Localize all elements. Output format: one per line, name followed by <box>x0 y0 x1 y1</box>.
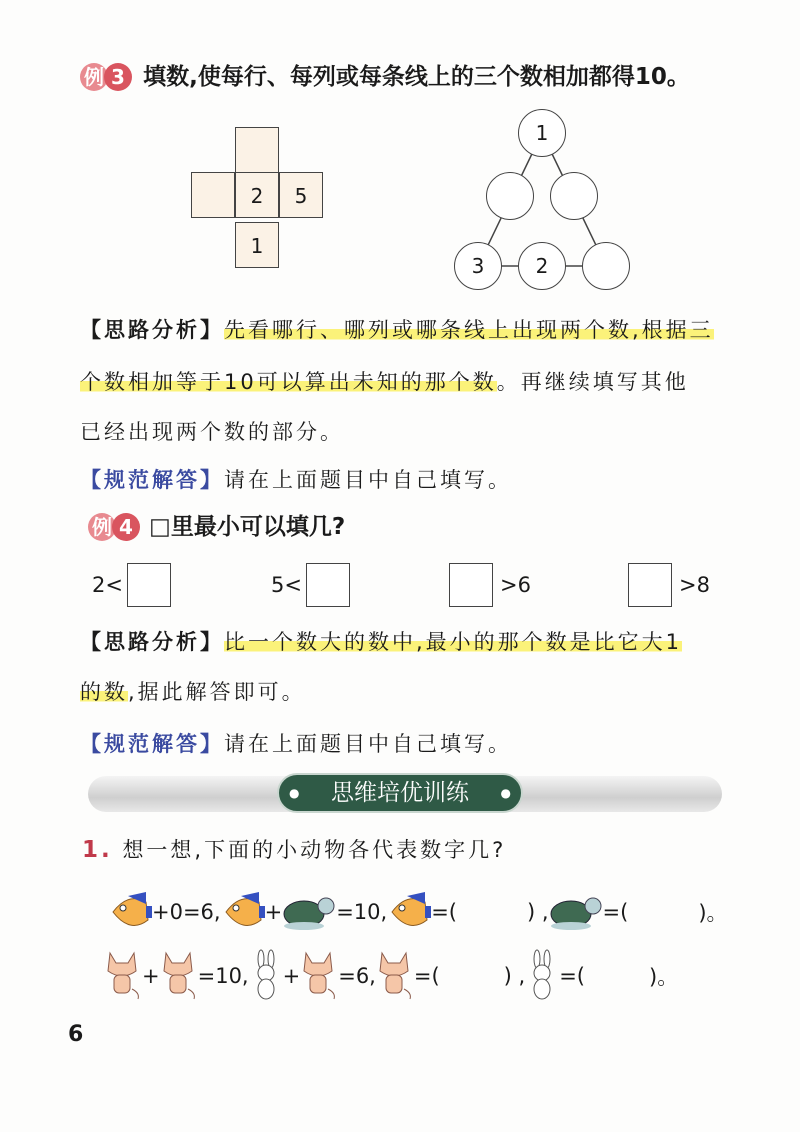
circle-mid-left[interactable] <box>486 172 534 220</box>
answer-line: 【规范解答】请在上面题目中自己填写。 <box>80 732 512 756</box>
cat-icon <box>300 949 338 1003</box>
section-banner: ● 思维培优训练 ● <box>277 773 523 813</box>
example-badge: 例 <box>88 513 116 541</box>
example-number: 3 <box>104 63 132 91</box>
example-badge: 例 <box>80 63 108 91</box>
grid-cell: 5 <box>279 172 323 218</box>
triangle-lines <box>0 0 800 320</box>
circle-top: 1 <box>518 109 566 157</box>
analysis-line: 【思路分析】比一个数大的数中,最小的那个数是比它大1 <box>80 630 683 654</box>
example4-title: □里最小可以填几? <box>149 514 346 540</box>
page-number: 6 <box>68 1022 84 1047</box>
inequality-right: >8 <box>679 573 710 597</box>
analysis-line: 已经出现两个数的部分。 <box>80 420 344 444</box>
equation-row-1: +0=6, + =10, =( ) , =( )。 <box>108 890 728 934</box>
analysis-line: 的数,据此解答即可。 <box>80 680 306 704</box>
turtle-icon <box>282 890 336 934</box>
cat-icon <box>160 949 198 1003</box>
inequality-left: 5< <box>271 573 302 597</box>
cat-icon <box>376 949 414 1003</box>
analysis-line: 【思路分析】先看哪行、哪列或哪条线上出现两个数,根据三 <box>80 318 714 342</box>
fish-icon <box>387 890 431 934</box>
example4-heading <box>88 508 345 541</box>
fish-icon <box>108 890 152 934</box>
rabbit-icon <box>249 949 283 1003</box>
answer-box[interactable] <box>127 563 171 607</box>
answer-box[interactable] <box>628 563 672 607</box>
cat-icon <box>104 949 142 1003</box>
circle-bottom-mid: 2 <box>518 242 566 290</box>
circle-bottom-right[interactable] <box>582 242 630 290</box>
rabbit-icon <box>525 949 559 1003</box>
fish-icon <box>221 890 265 934</box>
answer-box[interactable] <box>306 563 350 607</box>
example-number: 4 <box>112 513 140 541</box>
grid-cell-bottom: 1 <box>235 222 279 268</box>
answer-box[interactable] <box>449 563 493 607</box>
equation-row-2: + =10, + =6, =( ) , =( )。 <box>104 948 678 1004</box>
example3-title: 填数,使每行、每列或每条线上的三个数相加都得10。 <box>143 64 690 90</box>
turtle-icon <box>549 890 603 934</box>
answer-line: 【规范解答】请在上面题目中自己填写。 <box>80 468 512 492</box>
grid-cell: 2 <box>235 172 279 218</box>
inequality-left: 2< <box>92 573 123 597</box>
question-1: 1. 想一想,下面的小动物各代表数字几? <box>82 837 507 863</box>
circle-bottom-left: 3 <box>454 242 502 290</box>
circle-mid-right[interactable] <box>550 172 598 220</box>
inequality-right: >6 <box>500 573 531 597</box>
analysis-line: 个数相加等于10可以算出未知的那个数。再继续填写其他 <box>80 370 689 394</box>
